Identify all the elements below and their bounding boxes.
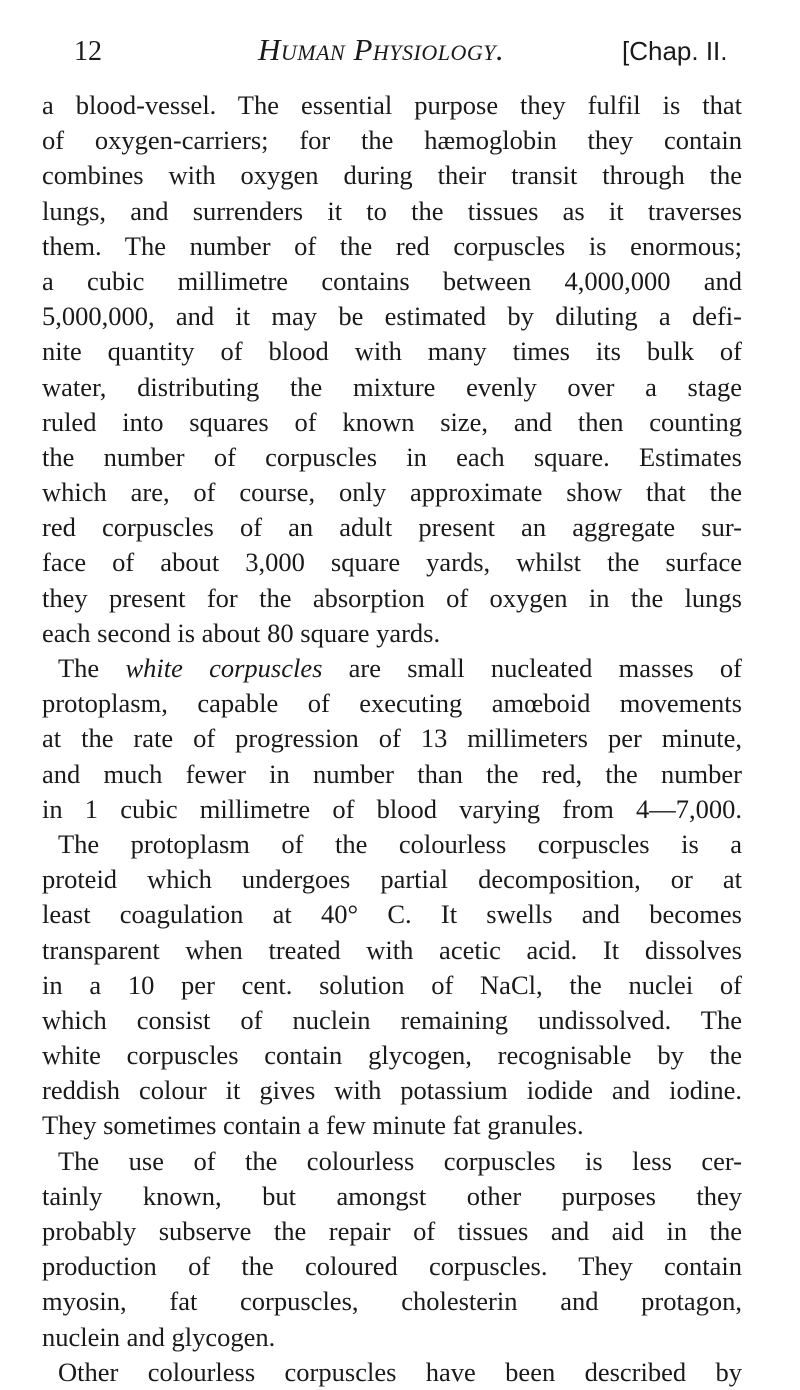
text-line: The use of the colourless corpuscles is less cer- (58, 1145, 742, 1176)
text-line: them. The number of the red corpuscles is enormous; (42, 230, 742, 261)
text-line: transparent when treated with acetic acid. It dissolves (42, 934, 742, 965)
text-line: ruled into squares of known size, and then counting (42, 406, 742, 437)
text-line: a cubic millimetre contains between 4,000,000 and (42, 265, 742, 296)
text-line: They sometimes contain a few minute fat granules. (42, 1110, 584, 1141)
text-line: myosin, fat corpuscles, cholesterin and protagon, (42, 1286, 742, 1317)
italic-term: white corpuscles (125, 653, 323, 683)
text-line: 5,000,000, and it may be estimated by diluting a defi- (42, 301, 742, 332)
page-number: 12 (74, 36, 102, 67)
text-line: production of the coloured corpuscles. They contain (42, 1251, 742, 1282)
text-line: each second is about 80 square yards. (42, 617, 441, 648)
running-title: Human Physiology. (258, 32, 505, 67)
text-line: The white corpuscles are small nucleated masses of (58, 653, 743, 683)
text-line: Other colourless corpuscles have been described by (58, 1356, 742, 1387)
text-line: which consist of nuclein remaining undissolved. The (42, 1004, 742, 1035)
text-line: tainly known, but amongst other purposes they (42, 1180, 742, 1211)
body-text (42, 88, 742, 1390)
text-line: of oxygen-carriers; for the hæmoglobin they contain (42, 125, 742, 156)
text-line: in 1 cubic millimetre of blood varying from 4—7,000. (42, 793, 742, 824)
text-line: white corpuscles contain glycogen, recognisable by the (42, 1040, 742, 1071)
text-line: which are, of course, only approximate show that the (42, 477, 742, 508)
text-line: probably subserve the repair of tissues and aid in the (42, 1216, 742, 1246)
text-line: combines with oxygen during their transit through the (42, 160, 742, 191)
text-line: water, distributing the mixture evenly over a stage (42, 371, 742, 402)
text-line: The protoplasm of the colourless corpuscles is a (58, 828, 742, 859)
text-line: protoplasm, capable of executing amœboid movements (42, 688, 742, 719)
text-line: they present for the absorption of oxygen in the lungs (42, 582, 742, 613)
text-line: and much fewer in number than the red, the number (42, 758, 742, 789)
page-header (0, 32, 800, 76)
text-line: lungs, and surrenders it to the tissues as it traverses (42, 195, 742, 226)
text-line: in a 10 per cent. solution of NaCl, the nuclei of (42, 969, 742, 1000)
text-line: at the rate of progression of 13 millimeters per minute, (42, 723, 742, 754)
text-line: nuclein and glycogen. (42, 1321, 276, 1352)
text-line: the number of corpuscles in each square. Estimates (42, 441, 742, 472)
text-line: red corpuscles of an adult present an aggregate sur- (42, 512, 742, 543)
text-line: nite quantity of blood with many times its bulk of (42, 336, 742, 367)
text-line: proteid which undergoes partial decomposition, or at (42, 864, 742, 895)
chapter-label: [Chap. II. (622, 36, 728, 66)
text-line: a blood-vessel. The essential purpose they fulfil is that (42, 90, 742, 120)
text-line: least coagulation at 40° C. It swells and becomes (42, 899, 742, 930)
text-line: face of about 3,000 square yards, whilst the surface (42, 547, 742, 578)
text-line: reddish colour it gives with potassium iodide and iodine. (42, 1075, 742, 1106)
